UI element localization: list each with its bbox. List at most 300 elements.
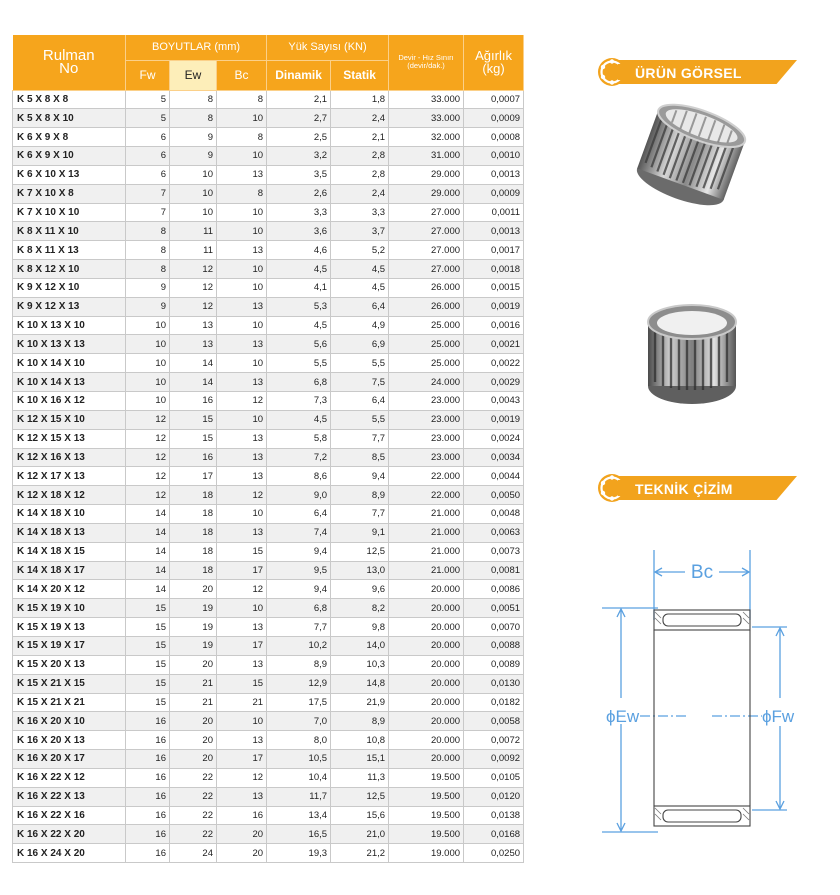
cell-rulman-no: K 10 X 13 X 13 bbox=[13, 335, 126, 354]
cell-rulman-no: K 10 X 14 X 13 bbox=[13, 373, 126, 392]
bearing-logo-icon bbox=[597, 57, 629, 87]
cell-bc: 17 bbox=[217, 561, 267, 580]
table-row bbox=[13, 373, 524, 392]
table-row bbox=[13, 392, 524, 411]
cell-statik: 7,7 bbox=[331, 429, 389, 448]
table-row bbox=[13, 750, 524, 769]
cell-bc: 8 bbox=[217, 90, 267, 109]
cell-devir: 23.000 bbox=[389, 429, 464, 448]
teknik-cizim-banner bbox=[597, 473, 797, 503]
cell-statik: 9,4 bbox=[331, 467, 389, 486]
cell-ew: 18 bbox=[170, 486, 217, 505]
cell-agirlik: 0,0130 bbox=[464, 674, 524, 693]
table-row bbox=[13, 712, 524, 731]
cell-ew: 16 bbox=[170, 448, 217, 467]
cell-ew: 17 bbox=[170, 467, 217, 486]
cell-fw: 12 bbox=[126, 486, 170, 505]
cell-dinamik: 6,4 bbox=[267, 505, 331, 524]
cell-ew: 22 bbox=[170, 768, 217, 787]
cell-devir: 22.000 bbox=[389, 486, 464, 505]
cell-rulman-no: K 6 X 9 X 8 bbox=[13, 128, 126, 147]
cell-statik: 21,0 bbox=[331, 825, 389, 844]
cell-bc: 10 bbox=[217, 599, 267, 618]
cell-fw: 6 bbox=[126, 147, 170, 166]
header-bc: Bc bbox=[217, 60, 267, 90]
table-row bbox=[13, 486, 524, 505]
cell-dinamik: 9,5 bbox=[267, 561, 331, 580]
cell-bc: 13 bbox=[217, 523, 267, 542]
cell-devir: 26.000 bbox=[389, 278, 464, 297]
table-row bbox=[13, 184, 524, 203]
cell-dinamik: 4,5 bbox=[267, 316, 331, 335]
cell-rulman-no: K 9 X 12 X 10 bbox=[13, 278, 126, 297]
cell-bc: 10 bbox=[217, 354, 267, 373]
table-row bbox=[13, 109, 524, 128]
cell-rulman-no: K 5 X 8 X 10 bbox=[13, 109, 126, 128]
cell-bc: 16 bbox=[217, 806, 267, 825]
cell-devir: 21.000 bbox=[389, 542, 464, 561]
cell-devir: 19.500 bbox=[389, 806, 464, 825]
cell-dinamik: 13,4 bbox=[267, 806, 331, 825]
table-row bbox=[13, 618, 524, 637]
cell-agirlik: 0,0011 bbox=[464, 203, 524, 222]
cell-agirlik: 0,0018 bbox=[464, 260, 524, 279]
cell-bc: 13 bbox=[217, 448, 267, 467]
cell-dinamik: 3,5 bbox=[267, 165, 331, 184]
cell-statik: 9,6 bbox=[331, 580, 389, 599]
cell-rulman-no: K 14 X 18 X 15 bbox=[13, 542, 126, 561]
cell-bc: 13 bbox=[217, 467, 267, 486]
cell-ew: 12 bbox=[170, 260, 217, 279]
cell-fw: 9 bbox=[126, 297, 170, 316]
cell-devir: 24.000 bbox=[389, 373, 464, 392]
cell-devir: 27.000 bbox=[389, 260, 464, 279]
cell-agirlik: 0,0168 bbox=[464, 825, 524, 844]
cell-devir: 26.000 bbox=[389, 297, 464, 316]
cell-statik: 14,8 bbox=[331, 674, 389, 693]
cell-statik: 5,5 bbox=[331, 354, 389, 373]
cell-devir: 21.000 bbox=[389, 505, 464, 524]
cell-devir: 33.000 bbox=[389, 90, 464, 109]
cell-rulman-no: K 12 X 15 X 10 bbox=[13, 410, 126, 429]
cell-dinamik: 3,3 bbox=[267, 203, 331, 222]
cell-devir: 32.000 bbox=[389, 128, 464, 147]
cell-devir: 20.000 bbox=[389, 618, 464, 637]
cell-fw: 16 bbox=[126, 787, 170, 806]
cell-ew: 22 bbox=[170, 787, 217, 806]
cell-bc: 10 bbox=[217, 203, 267, 222]
table-row bbox=[13, 580, 524, 599]
table-row bbox=[13, 599, 524, 618]
cell-agirlik: 0,0250 bbox=[464, 844, 524, 863]
cell-bc: 21 bbox=[217, 693, 267, 712]
cell-fw: 5 bbox=[126, 109, 170, 128]
cell-rulman-no: K 15 X 19 X 13 bbox=[13, 618, 126, 637]
cell-fw: 7 bbox=[126, 203, 170, 222]
cell-ew: 22 bbox=[170, 806, 217, 825]
cell-dinamik: 9,4 bbox=[267, 580, 331, 599]
cell-dinamik: 7,4 bbox=[267, 523, 331, 542]
bearing-spec-table bbox=[12, 35, 523, 863]
cell-fw: 10 bbox=[126, 354, 170, 373]
cell-bc: 10 bbox=[217, 505, 267, 524]
cell-statik: 6,9 bbox=[331, 335, 389, 354]
cell-dinamik: 10,4 bbox=[267, 768, 331, 787]
cell-devir: 19.500 bbox=[389, 787, 464, 806]
cell-rulman-no: K 9 X 12 X 13 bbox=[13, 297, 126, 316]
cell-agirlik: 0,0022 bbox=[464, 354, 524, 373]
cell-agirlik: 0,0089 bbox=[464, 655, 524, 674]
cell-dinamik: 7,7 bbox=[267, 618, 331, 637]
table-row bbox=[13, 561, 524, 580]
cell-bc: 13 bbox=[217, 165, 267, 184]
cell-ew: 21 bbox=[170, 693, 217, 712]
cell-bc: 13 bbox=[217, 618, 267, 637]
cell-agirlik: 0,0088 bbox=[464, 636, 524, 655]
header-rulman-no bbox=[13, 35, 126, 90]
cell-rulman-no: K 5 X 8 X 8 bbox=[13, 90, 126, 109]
table-row bbox=[13, 787, 524, 806]
cell-statik: 5,5 bbox=[331, 410, 389, 429]
cell-dinamik: 8,9 bbox=[267, 655, 331, 674]
cell-agirlik: 0,0081 bbox=[464, 561, 524, 580]
cell-ew: 20 bbox=[170, 580, 217, 599]
cell-dinamik: 17,5 bbox=[267, 693, 331, 712]
cell-statik: 1,8 bbox=[331, 90, 389, 109]
cell-statik: 4,5 bbox=[331, 260, 389, 279]
cell-devir: 20.000 bbox=[389, 580, 464, 599]
cell-dinamik: 5,8 bbox=[267, 429, 331, 448]
cell-statik: 21,9 bbox=[331, 693, 389, 712]
cell-bc: 20 bbox=[217, 825, 267, 844]
cell-agirlik: 0,0013 bbox=[464, 222, 524, 241]
cell-rulman-no: K 15 X 19 X 10 bbox=[13, 599, 126, 618]
cell-rulman-no: K 16 X 24 X 20 bbox=[13, 844, 126, 863]
cell-ew: 12 bbox=[170, 297, 217, 316]
cell-fw: 14 bbox=[126, 542, 170, 561]
cell-agirlik: 0,0063 bbox=[464, 523, 524, 542]
cell-rulman-no: K 16 X 20 X 10 bbox=[13, 712, 126, 731]
cell-agirlik: 0,0092 bbox=[464, 750, 524, 769]
cell-ew: 16 bbox=[170, 392, 217, 411]
cell-fw: 14 bbox=[126, 523, 170, 542]
table-row bbox=[13, 693, 524, 712]
table-row bbox=[13, 90, 524, 109]
cell-fw: 6 bbox=[126, 128, 170, 147]
cell-fw: 16 bbox=[126, 750, 170, 769]
table-row bbox=[13, 297, 524, 316]
table-row bbox=[13, 410, 524, 429]
cell-devir: 33.000 bbox=[389, 109, 464, 128]
cell-bc: 12 bbox=[217, 392, 267, 411]
cell-ew: 12 bbox=[170, 278, 217, 297]
table-row bbox=[13, 128, 524, 147]
cell-statik: 3,3 bbox=[331, 203, 389, 222]
cell-ew: 20 bbox=[170, 655, 217, 674]
cell-statik: 2,4 bbox=[331, 109, 389, 128]
cell-devir: 21.000 bbox=[389, 561, 464, 580]
cell-fw: 14 bbox=[126, 561, 170, 580]
cell-devir: 20.000 bbox=[389, 693, 464, 712]
cell-statik: 12,5 bbox=[331, 787, 389, 806]
cell-ew: 9 bbox=[170, 147, 217, 166]
cell-bc: 12 bbox=[217, 486, 267, 505]
cell-devir: 29.000 bbox=[389, 165, 464, 184]
cell-dinamik: 12,9 bbox=[267, 674, 331, 693]
table-row bbox=[13, 241, 524, 260]
table-row bbox=[13, 806, 524, 825]
table-body bbox=[13, 90, 524, 863]
cell-agirlik: 0,0073 bbox=[464, 542, 524, 561]
cell-rulman-no: K 10 X 16 X 12 bbox=[13, 392, 126, 411]
cell-rulman-no: K 14 X 18 X 17 bbox=[13, 561, 126, 580]
table-row bbox=[13, 260, 524, 279]
cell-fw: 15 bbox=[126, 636, 170, 655]
cell-ew: 15 bbox=[170, 429, 217, 448]
cell-rulman-no: K 12 X 16 X 13 bbox=[13, 448, 126, 467]
cell-dinamik: 4,1 bbox=[267, 278, 331, 297]
cell-bc: 13 bbox=[217, 731, 267, 750]
cell-agirlik: 0,0007 bbox=[464, 90, 524, 109]
cell-dinamik: 3,6 bbox=[267, 222, 331, 241]
cell-dinamik: 4,6 bbox=[267, 241, 331, 260]
cell-fw: 12 bbox=[126, 448, 170, 467]
cell-rulman-no: K 15 X 21 X 21 bbox=[13, 693, 126, 712]
cell-agirlik: 0,0019 bbox=[464, 410, 524, 429]
cell-statik: 6,4 bbox=[331, 297, 389, 316]
cell-devir: 29.000 bbox=[389, 184, 464, 203]
cell-bc: 10 bbox=[217, 147, 267, 166]
table-row bbox=[13, 655, 524, 674]
header-agirlik bbox=[464, 35, 524, 90]
cell-statik: 2,8 bbox=[331, 165, 389, 184]
urun-gorsel-title: ÜRÜN GÖRSEL bbox=[635, 65, 742, 81]
cell-ew: 11 bbox=[170, 241, 217, 260]
cell-ew: 8 bbox=[170, 109, 217, 128]
cell-bc: 10 bbox=[217, 278, 267, 297]
cell-statik: 10,8 bbox=[331, 731, 389, 750]
cell-devir: 27.000 bbox=[389, 203, 464, 222]
cell-statik: 8,9 bbox=[331, 712, 389, 731]
cell-devir: 23.000 bbox=[389, 448, 464, 467]
cell-ew: 21 bbox=[170, 674, 217, 693]
cell-devir: 20.000 bbox=[389, 674, 464, 693]
bearing-photo-1 bbox=[634, 98, 749, 213]
cell-devir: 20.000 bbox=[389, 599, 464, 618]
cell-bc: 17 bbox=[217, 636, 267, 655]
cell-statik: 9,8 bbox=[331, 618, 389, 637]
cell-ew: 22 bbox=[170, 825, 217, 844]
cell-agirlik: 0,0013 bbox=[464, 165, 524, 184]
cell-rulman-no: K 16 X 22 X 16 bbox=[13, 806, 126, 825]
cell-bc: 13 bbox=[217, 429, 267, 448]
cell-statik: 15,1 bbox=[331, 750, 389, 769]
cell-bc: 10 bbox=[217, 316, 267, 335]
header-fw: Fw bbox=[126, 60, 170, 90]
cell-dinamik: 5,6 bbox=[267, 335, 331, 354]
cell-ew: 10 bbox=[170, 203, 217, 222]
cell-rulman-no: K 16 X 22 X 20 bbox=[13, 825, 126, 844]
cell-fw: 10 bbox=[126, 316, 170, 335]
cell-ew: 24 bbox=[170, 844, 217, 863]
table-row bbox=[13, 523, 524, 542]
cell-ew: 19 bbox=[170, 618, 217, 637]
cell-ew: 8 bbox=[170, 90, 217, 109]
cell-dinamik: 9,0 bbox=[267, 486, 331, 505]
table-row bbox=[13, 636, 524, 655]
cell-statik: 7,5 bbox=[331, 373, 389, 392]
cell-dinamik: 2,7 bbox=[267, 109, 331, 128]
cell-devir: 19.500 bbox=[389, 768, 464, 787]
cell-rulman-no: K 14 X 18 X 10 bbox=[13, 505, 126, 524]
cell-rulman-no: K 10 X 14 X 10 bbox=[13, 354, 126, 373]
cell-ew: 13 bbox=[170, 316, 217, 335]
cell-ew: 14 bbox=[170, 354, 217, 373]
cell-agirlik: 0,0019 bbox=[464, 297, 524, 316]
cell-statik: 8,2 bbox=[331, 599, 389, 618]
cell-dinamik: 11,7 bbox=[267, 787, 331, 806]
cell-fw: 15 bbox=[126, 599, 170, 618]
cell-fw: 15 bbox=[126, 674, 170, 693]
cell-bc: 13 bbox=[217, 655, 267, 674]
cell-bc: 13 bbox=[217, 335, 267, 354]
cell-dinamik: 2,6 bbox=[267, 184, 331, 203]
cell-fw: 14 bbox=[126, 580, 170, 599]
cell-fw: 8 bbox=[126, 222, 170, 241]
cell-bc: 12 bbox=[217, 768, 267, 787]
table-row bbox=[13, 731, 524, 750]
cell-devir: 19.500 bbox=[389, 825, 464, 844]
cell-dinamik: 5,3 bbox=[267, 297, 331, 316]
urun-gorsel-banner bbox=[597, 57, 797, 87]
cell-ew: 13 bbox=[170, 335, 217, 354]
cell-bc: 10 bbox=[217, 410, 267, 429]
cell-statik: 7,7 bbox=[331, 505, 389, 524]
cell-ew: 20 bbox=[170, 712, 217, 731]
cell-rulman-no: K 6 X 10 X 13 bbox=[13, 165, 126, 184]
cell-agirlik: 0,0043 bbox=[464, 392, 524, 411]
cell-agirlik: 0,0021 bbox=[464, 335, 524, 354]
cell-fw: 16 bbox=[126, 825, 170, 844]
header-ew: Ew bbox=[170, 60, 217, 90]
cell-dinamik: 19,3 bbox=[267, 844, 331, 863]
cell-dinamik: 8,0 bbox=[267, 731, 331, 750]
header-devir-label: Devir - Hız Sınırı (devir/dak.) bbox=[398, 53, 454, 71]
cell-agirlik: 0,0182 bbox=[464, 693, 524, 712]
table-row bbox=[13, 203, 524, 222]
cell-statik: 10,3 bbox=[331, 655, 389, 674]
cell-bc: 10 bbox=[217, 109, 267, 128]
cell-bc: 13 bbox=[217, 297, 267, 316]
cell-dinamik: 3,2 bbox=[267, 147, 331, 166]
cell-fw: 8 bbox=[126, 241, 170, 260]
header-statik: Statik bbox=[331, 60, 389, 90]
cell-bc: 20 bbox=[217, 844, 267, 863]
cell-devir: 20.000 bbox=[389, 731, 464, 750]
cell-agirlik: 0,0048 bbox=[464, 505, 524, 524]
table-row bbox=[13, 448, 524, 467]
cell-rulman-no: K 15 X 19 X 17 bbox=[13, 636, 126, 655]
table-row bbox=[13, 542, 524, 561]
table-row bbox=[13, 335, 524, 354]
cell-rulman-no: K 16 X 20 X 17 bbox=[13, 750, 126, 769]
cell-agirlik: 0,0017 bbox=[464, 241, 524, 260]
cell-bc: 17 bbox=[217, 750, 267, 769]
cell-rulman-no: K 15 X 21 X 15 bbox=[13, 674, 126, 693]
cell-bc: 10 bbox=[217, 712, 267, 731]
header-boyutlar: BOYUTLAR (mm) bbox=[126, 35, 267, 60]
cell-statik: 2,4 bbox=[331, 184, 389, 203]
cell-bc: 10 bbox=[217, 260, 267, 279]
table-row bbox=[13, 505, 524, 524]
table-row bbox=[13, 222, 524, 241]
cell-ew: 10 bbox=[170, 165, 217, 184]
cell-fw: 16 bbox=[126, 806, 170, 825]
bc-label: Bc bbox=[690, 562, 714, 583]
cell-dinamik: 7,2 bbox=[267, 448, 331, 467]
cell-dinamik: 4,5 bbox=[267, 260, 331, 279]
cell-fw: 10 bbox=[126, 373, 170, 392]
cell-fw: 16 bbox=[126, 844, 170, 863]
cell-agirlik: 0,0105 bbox=[464, 768, 524, 787]
cell-rulman-no: K 8 X 11 X 13 bbox=[13, 241, 126, 260]
cell-ew: 10 bbox=[170, 184, 217, 203]
cell-devir: 27.000 bbox=[389, 222, 464, 241]
bearing-photo-2 bbox=[637, 298, 747, 410]
cell-agirlik: 0,0058 bbox=[464, 712, 524, 731]
cell-dinamik: 9,4 bbox=[267, 542, 331, 561]
cell-devir: 20.000 bbox=[389, 712, 464, 731]
cell-dinamik: 2,1 bbox=[267, 90, 331, 109]
cell-agirlik: 0,0051 bbox=[464, 599, 524, 618]
cell-statik: 14,0 bbox=[331, 636, 389, 655]
cell-agirlik: 0,0015 bbox=[464, 278, 524, 297]
cell-statik: 4,9 bbox=[331, 316, 389, 335]
table-row bbox=[13, 278, 524, 297]
cell-bc: 13 bbox=[217, 787, 267, 806]
cell-dinamik: 10,2 bbox=[267, 636, 331, 655]
cell-agirlik: 0,0044 bbox=[464, 467, 524, 486]
cell-agirlik: 0,0029 bbox=[464, 373, 524, 392]
table-row bbox=[13, 825, 524, 844]
cell-agirlik: 0,0086 bbox=[464, 580, 524, 599]
cell-rulman-no: K 12 X 18 X 12 bbox=[13, 486, 126, 505]
cell-agirlik: 0,0024 bbox=[464, 429, 524, 448]
cell-devir: 25.000 bbox=[389, 354, 464, 373]
cell-devir: 22.000 bbox=[389, 467, 464, 486]
table-row bbox=[13, 147, 524, 166]
cell-bc: 10 bbox=[217, 222, 267, 241]
cell-rulman-no: K 12 X 15 X 13 bbox=[13, 429, 126, 448]
table-row bbox=[13, 467, 524, 486]
cell-agirlik: 0,0070 bbox=[464, 618, 524, 637]
spec-table bbox=[12, 35, 524, 863]
cell-ew: 15 bbox=[170, 410, 217, 429]
table-row bbox=[13, 844, 524, 863]
cell-rulman-no: K 8 X 12 X 10 bbox=[13, 260, 126, 279]
cell-devir: 27.000 bbox=[389, 241, 464, 260]
fw-label: ϕFw bbox=[762, 707, 795, 726]
table-row bbox=[13, 674, 524, 693]
cell-fw: 10 bbox=[126, 392, 170, 411]
cell-agirlik: 0,0034 bbox=[464, 448, 524, 467]
cell-ew: 19 bbox=[170, 599, 217, 618]
table-row bbox=[13, 316, 524, 335]
cell-agirlik: 0,0120 bbox=[464, 787, 524, 806]
bearing-logo-icon bbox=[597, 473, 629, 503]
cell-bc: 8 bbox=[217, 128, 267, 147]
cell-agirlik: 0,0016 bbox=[464, 316, 524, 335]
